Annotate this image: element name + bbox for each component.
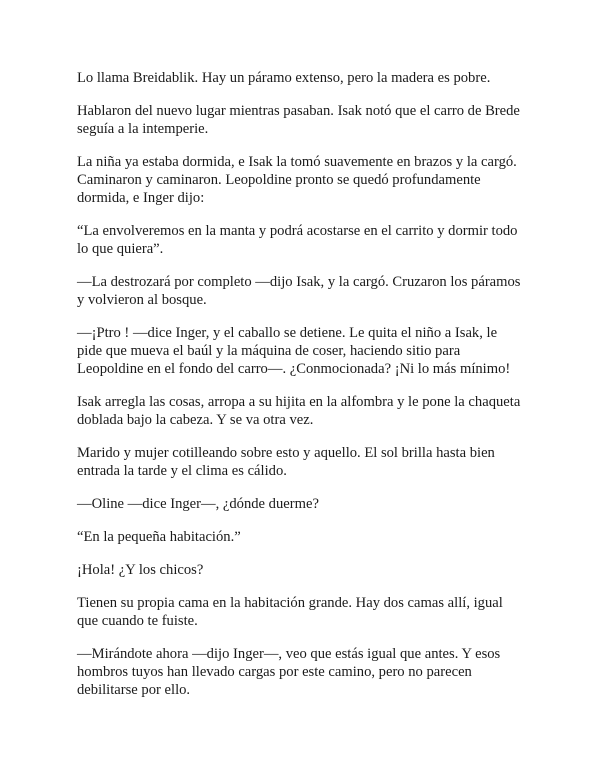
paragraph: “La envolveremos en la manta y podrá acostarse en el carrito y dormir todo lo que quiera”. bbox=[77, 223, 518, 257]
paragraph: Lo llama Breidablik. Hay un páramo extenso, pero la madera es pobre. bbox=[77, 70, 491, 86]
paragraph: La niña ya estaba dormida, e Isak la tomó suavemente en brazos y la cargó. Caminaron y caminaron. Leopoldine pronto se quedó profundamente dormida, e Inger dijo: bbox=[77, 154, 517, 206]
paragraph: Tienen su propia cama en la habitación grande. Hay dos camas allí, igual que cuando te fuiste. bbox=[77, 595, 503, 629]
paragraph: —Mirándote ahora —dijo Inger—, veo que estás igual que antes. Y esos hombros tuyos han llevado cargas por este camino, pero no parecen debilitarse por ello. bbox=[77, 646, 501, 698]
paragraph: Marido y mujer cotilleando sobre esto y aquello. El sol brilla hasta bien entrada la tarde y el clima es cálido. bbox=[77, 445, 495, 479]
paragraph: “En la pequeña habitación.” bbox=[77, 529, 241, 545]
body-text bbox=[77, 69, 529, 714]
paragraph: Hablaron del nuevo lugar mientras pasaban. Isak notó que el carro de Brede seguía a la intemperie. bbox=[77, 103, 520, 137]
paragraph: —Oline —dice Inger—, ¿dónde duerme? bbox=[77, 496, 319, 512]
paragraph: —La destrozará por completo —dijo Isak, y la cargó. Cruzaron los páramos y volvieron al bosque. bbox=[77, 274, 521, 308]
paragraph: ¡Hola! ¿Y los chicos? bbox=[77, 562, 204, 578]
paragraph: Isak arregla las cosas, arropa a su hijita en la alfombra y le pone la chaqueta doblada bajo la cabeza. Y se va otra vez. bbox=[77, 394, 521, 428]
paragraph: —¡Ptro ! —dice Inger, y el caballo se detiene. Le quita el niño a Isak, le pide que mueva el baúl y la máquina de coser, haciendo sitio para Leopoldine en el fondo del carro—. ¿Conmocionada? ¡Ni lo más mínimo! bbox=[77, 325, 511, 377]
